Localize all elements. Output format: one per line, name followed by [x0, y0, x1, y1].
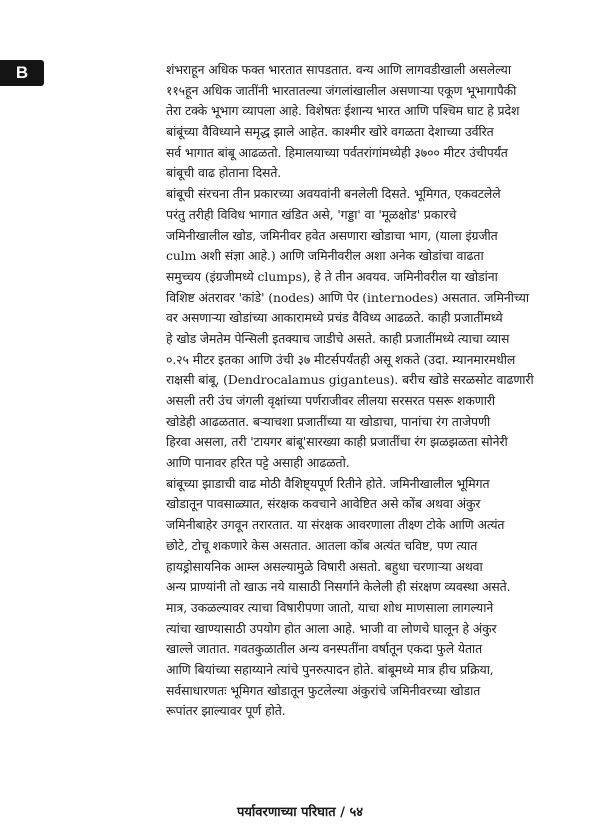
text-line: राक्षसी बांबू, (Dendrocalamus giganteus). बरीच खोडे सरळसोट वाढणारी — [166, 372, 534, 388]
text-line: जमिनीखालील खोड, जमिनीवर हवेत असणारा खोडाचा भाग, (याला इंग्रजीत — [166, 227, 498, 243]
text-line: विशिष्ट अंतरावर 'कांडे' (nodes) आणि पेर (internodes) असतात. जमिनीच्या — [166, 289, 530, 305]
text-line: त्यांचा खाण्यासाठी उपयोग होत आला आहे. भाजी वा लोणचे घालून हे अंकुर — [166, 620, 497, 636]
text-line: बांबूची वाढ होताना दिसते. — [166, 165, 282, 181]
text-line: समुच्चय (इंग्रजीमध्ये clumps), हे ते तीन अवयव. जमिनीवरील या खोडांना — [166, 268, 498, 284]
page-footer: पर्यावरणाच्या परिघात / ५४ — [236, 805, 364, 820]
text-line: आणि पानावर हरित पट्टे असाही आढळतो. — [166, 455, 350, 471]
text-line: बांबूची संरचना तीन प्रकारच्या अवयवांनी बनलेली दिसते. भूमिगत, एकवटलेले — [166, 186, 501, 202]
text-line: मात्र, उकळल्यावर त्याचा विषारीपणा जातो, याचा शोध माणसाला लागल्याने — [166, 599, 494, 615]
text-line: खोडातून पावसाळ्यात, संरक्षक कवचाने आवेष्टित असे कोंब अथवा अंकुर — [166, 496, 481, 512]
text-line: तेरा टक्के भूभाग व्यापला आहे. विशेषतः ईशान्य भारत आणि पश्चिम घाट हे प्रदेश — [166, 103, 520, 119]
text-line: सर्वसाधारणतः भूमिगत खोडातून फुटलेल्या अंकुरांचे जमिनीवरच्या खोडात — [166, 682, 481, 698]
page-section-tab: B — [0, 60, 44, 86]
text-line: जमिनीबाहेर उगवून तरारतात. या संरक्षक आवरणाला तीक्ष्ण टोके आणि अत्यंत — [166, 517, 505, 533]
text-line: खोडेही आढळतात. बऱ्याचशा प्रजातींच्या या खोडाचा, पानांचा रंग ताजेपणी — [166, 413, 491, 429]
text-line: बांबूच्या झाडाची वाढ मोठी वैशिष्ट्यपूर्ण रितीने होते. जमिनीखालील भूमिगत — [166, 475, 490, 491]
text-line: अन्य प्राण्यांनी तो खाऊ नये यासाठी निसर्गाने केलेली ही संरक्षण व्यवस्था असते. — [166, 579, 511, 595]
text-line: हिरवा असला, तरी 'टायगर बांबू'सारख्या काही प्रजातींचा रंग झळझळता सोनेरी — [166, 434, 508, 450]
text-line: शंभराहून अधिक फक्त भारतात सापडतात. वन्य आणि लागवडीखाली असलेल्या — [166, 62, 511, 77]
text-line: असली तरी उंच जंगली वृक्षांच्या पर्णराजीवर लीलया सरसरत पसरू शकणारी — [166, 393, 495, 408]
text-line: हे खोड जेमतेम पेन्सिली इतक्याच जाडीचे असते. काही प्रजातींमध्ये त्याचा व्यास — [166, 330, 510, 346]
text-line: रूपांतर झाल्यावर पूर्ण होते. — [166, 703, 286, 719]
text-line: छोटे, टोचू शकणारे केस असतात. आतला कोंब अत्यंत चविष्ट, पण त्यात — [166, 537, 478, 553]
text-line: परंतु तरीही विविध भागात खंडित असे, 'गड्डा' वा 'मूळक्षोड' प्रकारचे — [166, 206, 457, 222]
text-line: ०.२५ मीटर इतका आणि उंची ३७ मीटर्सपर्यंतही असू शकते (उदा. म्यानमारमधील — [166, 351, 516, 367]
body-text — [166, 60, 566, 722]
text-line: ११५हून अधिक जातींनी भारतातल्या जंगलांखालील असणाऱ्या एकूण भूभागापैकी — [166, 82, 517, 98]
text-line: वर असणाऱ्या खोडांच्या आकारामध्ये प्रचंड वैविध्य आढळते. काही प्रजातींमध्ये — [166, 310, 503, 326]
text-line: बांबूंच्या वैविध्याने समृद्ध झाले आहेत. काश्मीर खोरे वगळता देशाच्या उर्वरित — [166, 124, 494, 140]
text-line: हायड्रोसायनिक आम्ल असल्यामुळे विषारी असतो. बहुधा चरणाऱ्या अथवा — [166, 558, 483, 574]
text-line: आणि बियांच्या सहाय्याने त्यांचे पुनरुत्पादन होते. बांबूमध्ये मात्र हीच प्रक्रिया, — [166, 661, 494, 677]
text-line: culm अशी संज्ञा आहे.) आणि जमिनीवरील अशा अनेक खोडांचा वाढता — [166, 248, 484, 264]
text-line: सर्व भागात बांबू आढळतो. हिमालयाच्या पर्वतरांगांमध्येही ३७०० मीटर उंचीपर्यंत — [166, 144, 508, 160]
text-line: खाल्ले जातात. गवतकुळातील अन्य वनस्पतींना वर्षातून एकदा फुले येतात — [166, 641, 483, 657]
